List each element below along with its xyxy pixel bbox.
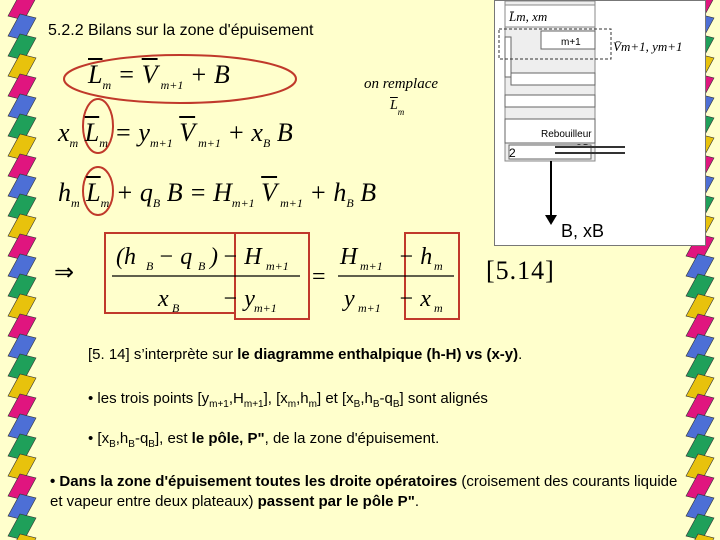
stripping-column-diagram <box>494 0 706 246</box>
svg-text:m: m <box>434 301 443 315</box>
plate-label: m+1 <box>561 37 581 48</box>
svg-text:− x: − x <box>398 286 431 312</box>
bullet-pole: • $[x_B,h_B-q_B]$, est le pôle, P", de la zone d'épuisement. <box>88 430 440 450</box>
svg-text:x: x <box>158 286 169 312</box>
svg-text:m+1: m+1 <box>254 301 277 315</box>
svg-text:B: B <box>198 259 206 273</box>
bullet-interpretation: [5. 14] s’interprète sur le diagramme enthalpique (h-H) vs (x-y). <box>88 346 523 363</box>
implies-symbol: ⇒ <box>54 260 75 286</box>
svg-text:m+1: m+1 <box>266 259 289 273</box>
equation-reference: [5.14] <box>486 256 555 285</box>
svg-text:m+1: m+1 <box>360 259 383 273</box>
svg-text:B: B <box>146 259 154 273</box>
equation-component-balance: $x_m$ $\overline{L}_m = y_{m+1}$ $\overline{V}$ $_{m+1} + x_B$ B <box>58 118 293 150</box>
svg-text:m: m <box>434 259 443 273</box>
svg-text:H: H <box>340 244 358 270</box>
svg-text:− y: − y <box>222 286 255 312</box>
left-decorative-border <box>0 0 44 540</box>
equation-enthalpy-balance: $h_m$ $\overline{L}_m + q_B$ $B = H_{m+1}$ $\overline{V}$ $_{m+1} + h_B$ B <box>58 178 377 210</box>
svg-text:m+1: m+1 <box>358 301 381 315</box>
svg-text:y: y <box>344 286 355 312</box>
equation-total-balance: $\overline{L}_m = \overline{V}$ $_{m+1}$ + B <box>88 60 230 92</box>
fraction-equation <box>104 232 464 322</box>
slide-title: 5.2.2 Bilans sur la zone d'épuisement <box>48 22 314 39</box>
bullet-operating-lines: • Dans la zone d'épuisement toutes les droite opératoires (croisement des courants liquide et vapeur entre deux plateaux) passent par le pôle P". <box>50 473 678 510</box>
svg-text:B: B <box>172 301 180 315</box>
on-remplace-text: on remplace <box>364 76 439 92</box>
svg-text:(h: (h <box>116 244 136 270</box>
bullet-alignment: • les trois points $[y_{m+1},H_{m+1}]$, $[x_m,h_m]$ et $[x_B,h_B-q_B]$ sont alignés <box>88 390 488 410</box>
reboiler-label: Rebouilleur <box>541 129 592 140</box>
bottoms-label: B, xB <box>561 221 605 241</box>
diagram-liquid-label: L̄m, xm <box>509 9 548 24</box>
svg-text:− q: − q <box>158 244 193 270</box>
svg-text:− h: − h <box>398 244 433 270</box>
l-bar-m-symbol: $\overline{L}_m$ <box>390 98 405 117</box>
svg-text:=: = <box>312 264 326 290</box>
tray-number: 2 <box>509 146 516 160</box>
svg-text:): ) <box>210 244 218 270</box>
svg-text:− H: − H <box>222 244 262 270</box>
diagram-vapor-label: V̄m+1, ym+1 <box>613 39 683 54</box>
